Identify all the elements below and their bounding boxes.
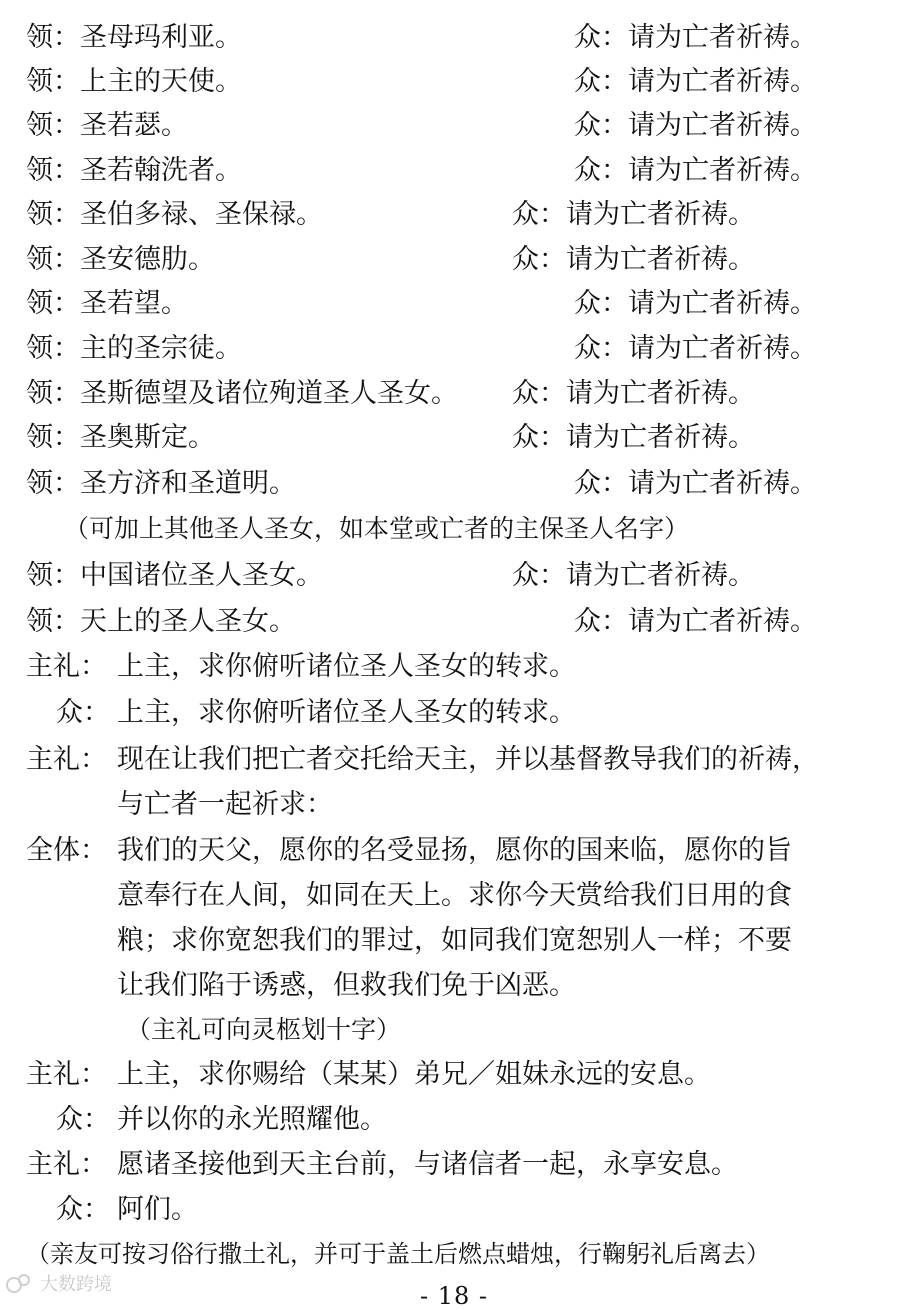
leader-line: 领：圣斯德望及诸位殉道圣人圣女。 [26, 378, 458, 409]
leader-line: 领：中国诸位圣人圣女。 [26, 560, 323, 591]
response-line: 众：请为亡者祈祷。 [574, 66, 817, 97]
leader-line: 领：圣母玛利亚。 [26, 22, 242, 53]
spoken-text: 现在让我们把亡者交托给天主，并以基督教导我们的祈祷， [117, 744, 819, 775]
spoken-text: 愿诸圣接他到天主台前，与诸信者一起，永享安息。 [117, 1149, 738, 1180]
response-line: 众：请为亡者祈祷。 [512, 422, 755, 453]
spoken-text: 阿们。 [117, 1194, 198, 1225]
leader-line: 领：圣奥斯定。 [26, 422, 215, 453]
speaker-label: 全体： [26, 835, 107, 866]
speaker-label: 主礼： [26, 1059, 107, 1090]
speaker-label: 主礼： [26, 744, 107, 775]
response-line: 众：请为亡者祈祷。 [512, 199, 755, 230]
response-line: 众：请为亡者祈祷。 [574, 288, 817, 319]
leader-line: 领：圣若翰洗者。 [26, 155, 242, 186]
prayer-text: 意奉行在人间，如同在天上。求你今天赏给我们日用的食 [117, 880, 792, 911]
spoken-text: 上主，求你赐给（某某）弟兄／姐妹永远的安息。 [117, 1059, 711, 1090]
watermark-logo-icon [6, 1272, 34, 1294]
response-line: 众：请为亡者祈祷。 [574, 606, 817, 637]
spoken-text-continued: 与亡者一起祈求： [117, 789, 333, 820]
leader-line: 领：圣伯多禄、圣保禄。 [26, 199, 323, 230]
speaker-label: 众： [56, 1194, 110, 1225]
prayer-text: 我们的天父，愿你的名受显扬，愿你的国来临，愿你的旨 [117, 835, 792, 866]
leader-line: 领：圣安德肋。 [26, 244, 215, 275]
rubric-note-end: （亲友可按习俗行撒土礼，并可于盖土后燃点蜡烛，行鞠躬礼后离去） [26, 1240, 770, 1268]
leader-line: 领：圣若望。 [26, 288, 188, 319]
leader-line: 领：圣方济和圣道明。 [26, 468, 296, 499]
response-line: 众：请为亡者祈祷。 [512, 560, 755, 591]
leader-line: 领：天上的圣人圣女。 [26, 606, 296, 637]
response-line: 众：请为亡者祈祷。 [512, 378, 755, 409]
prayer-text: 粮；求你宽恕我们的罪过，如同我们宽恕别人一样；不要 [117, 925, 792, 956]
response-line: 众：请为亡者祈祷。 [574, 333, 817, 364]
response-line: 众：请为亡者祈祷。 [574, 110, 817, 141]
leader-line: 领：圣若瑟。 [26, 110, 188, 141]
watermark [6, 1268, 112, 1298]
rubric-note-saints: （可加上其他圣人圣女，如本堂或亡者的主保圣人名字） [64, 514, 690, 543]
spoken-text: 上主，求你俯听诸位圣人圣女的转求。 [117, 697, 576, 728]
speaker-label: 主礼： [26, 1149, 107, 1180]
response-line: 众：请为亡者祈祷。 [574, 22, 817, 53]
response-line: 众：请为亡者祈祷。 [574, 468, 817, 499]
speaker-label: 主礼： [26, 651, 107, 682]
leader-line: 领：主的圣宗徒。 [26, 333, 242, 364]
speaker-label: 众： [56, 1104, 110, 1135]
speaker-label: 众： [56, 697, 110, 728]
response-line: 众：请为亡者祈祷。 [512, 244, 755, 275]
prayer-text: 让我们陷于诱惑，但救我们免于凶恶。 [117, 970, 576, 1001]
watermark-text: 大数跨境 [40, 1274, 112, 1295]
spoken-text: 并以你的永光照耀他。 [117, 1104, 387, 1135]
leader-line: 领：上主的天使。 [26, 66, 242, 97]
spoken-text: 上主，求你俯听诸位圣人圣女的转求。 [117, 651, 576, 682]
rubric-note-cross: （主礼可向灵柩划十字） [126, 1015, 402, 1044]
page-number: - 18 - [420, 1282, 489, 1310]
response-line: 众：请为亡者祈祷。 [574, 155, 817, 186]
